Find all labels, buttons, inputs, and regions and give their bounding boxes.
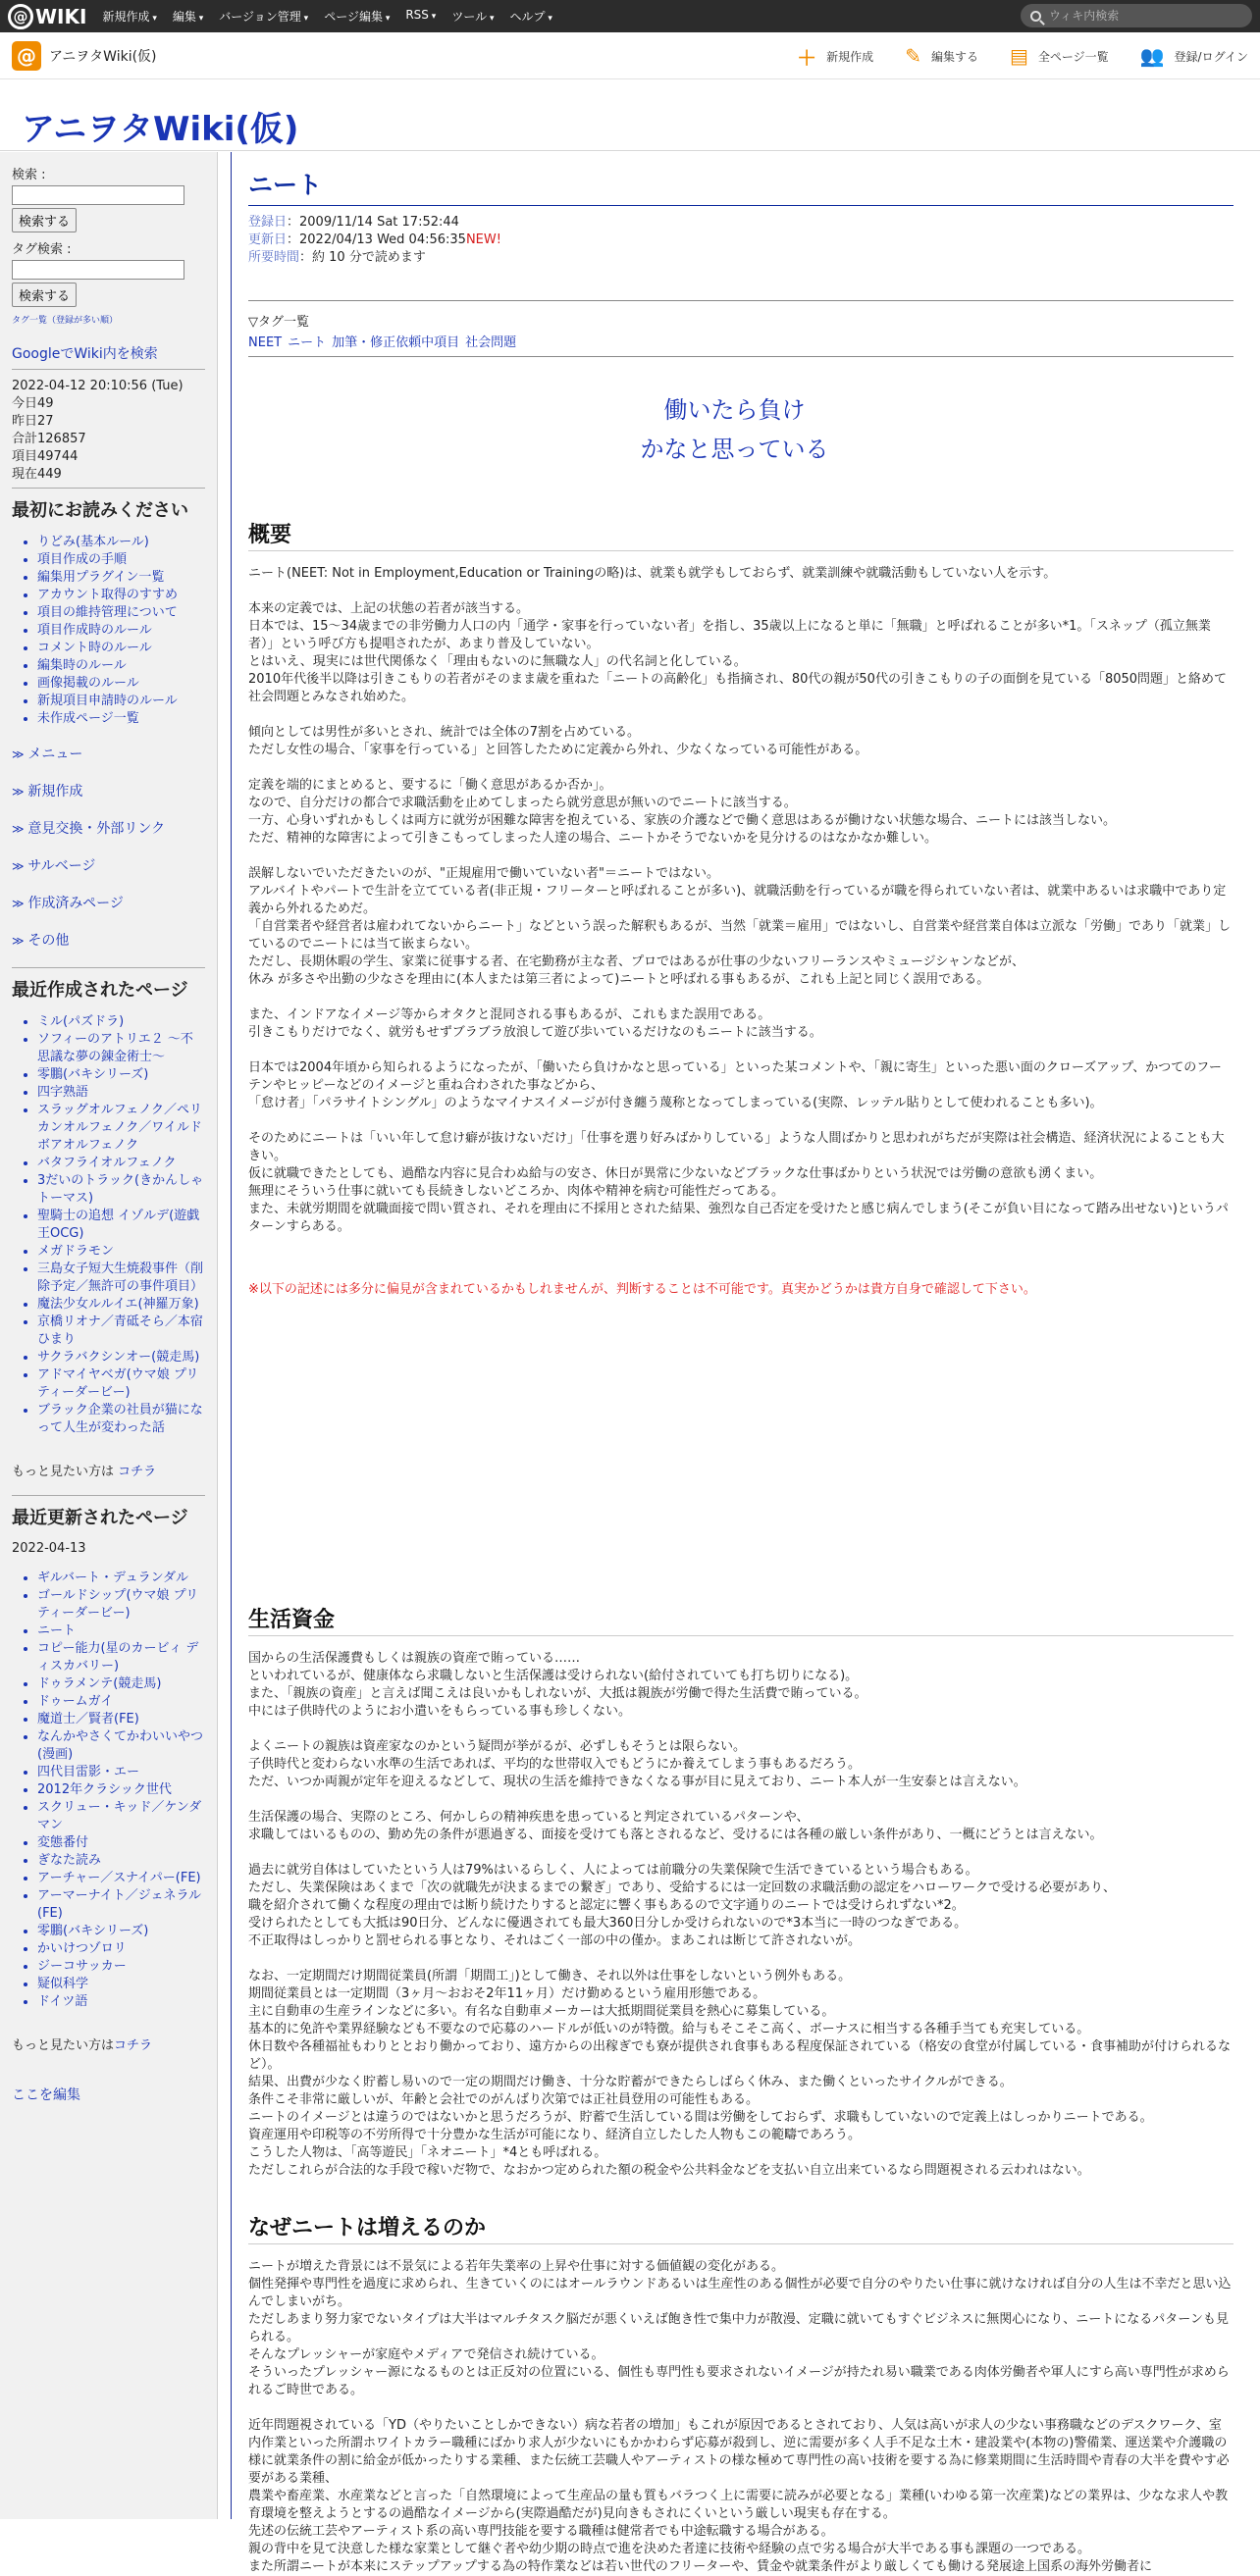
wiki-header <box>0 80 1260 151</box>
recent-updated-link[interactable]: • 疑似科学 <box>37 1976 205 1993</box>
recent-updated-link[interactable]: • ドゥラメンテ(競走馬) <box>37 1675 205 1693</box>
page-title: ニート <box>248 166 1234 206</box>
first-read-link[interactable]: • 項目作成の手順 <box>37 551 205 569</box>
recent-created-link[interactable]: • メガドラモン <box>37 1243 205 1261</box>
paragraph: 期間従業員とは一定期間（3ヶ月～おおそ2年11ヶ月）だけ勤めるという雇用形態である。 <box>248 1986 766 2001</box>
recent-created-link[interactable]: • 零鵬(バキシリーズ) <box>37 1066 205 1084</box>
first-read-link[interactable]: • 項目の維持管理について <box>37 604 205 622</box>
recent-created-link[interactable]: • バタフライオルフェノク <box>37 1155 205 1172</box>
recent-created-link[interactable]: • ミル(パズドラ) <box>37 1013 205 1031</box>
paragraph: 個性発揮や専門性を過度に求められ、生きていくのにはオールラウンドあるいは生産性のある個性が必要で自分のやりたい仕事に就けなければ自分の人生は不幸だと思い込んでしまいがち。 <box>248 2277 1232 2309</box>
paragraph: 農業や畜産業、水産業などと言った「自然環境によって生産品の量も質もバラつく上に需要に読みが必要となる」業種(いわゆる第一次産業)などの業界は、少なな求人や教育環境を整えようとするの過酷なイメージから(実際過酷だが)見向きもされにくいという厳しい現実も存在する。 <box>248 2489 1229 2521</box>
first-read-link[interactable]: • 編集用プラグイン一覧 <box>37 569 205 587</box>
paragraph: また、インドアなイメージ等からオタクと混同される事もあるが、これもまた誤用である。 <box>248 1007 771 1022</box>
paragraph: 仮に就職できたとしても、過酷な内容に見合わぬ給与の安さ、休日が異常に少ないなどブラックな仕事ばかりという状況では労働の意欲も湧くまい。 <box>248 1166 1103 1181</box>
paragraph: 傾向としては男性が多いとされ、統計では全体の7割を占めている。 <box>248 725 641 740</box>
access-counter <box>12 395 205 484</box>
recent-created-link[interactable]: • 魔法少女ルルイエ(神羅万象) <box>37 1296 205 1314</box>
paragraph-gap <box>248 1950 1221 1968</box>
section-why-body <box>248 2258 1232 2576</box>
divider <box>12 369 205 370</box>
paragraph-gap <box>248 1791 1221 1809</box>
paragraph: 無理にそういう仕事に就いても長続きしないどころか、肉体や精神を病む可能性だってある。 <box>248 1184 785 1199</box>
site-name-link[interactable]: アニヲタWiki(仮) <box>49 48 157 65</box>
edit-sidebar-link[interactable]: ここを編集 <box>12 2087 80 2103</box>
recent-updated-link[interactable]: • ジーコサッカー <box>37 1958 205 1976</box>
paragraph: 条件こそ非常に厳しいが、年齢と会社でのがんばり次第では正社員登用の可能性もある。 <box>248 2092 760 2107</box>
new-page-button[interactable]: ＋ 新規作成 <box>797 42 873 71</box>
recent-created-link[interactable]: • アドマイヤベガ(ウマ娘 プリティーダービー) <box>37 1366 205 1402</box>
paragraph: 受けられたとしても大抵は90日分、どんなに優遇されても最大360日分しか受けられないので*3本当に一時のつなぎである。 <box>248 1916 968 1931</box>
recent-created-heading: 最近作成されたページ <box>12 980 188 1001</box>
pencil-icon: ✎ <box>905 44 921 68</box>
fold-toggle[interactable]: ≫ 意見交換・外部リンク <box>12 818 205 838</box>
paragraph: そういったプレッシャー源になるものとは正反対の位置にいる、個性も専門性も要求されないイメージが持たれ易い職業である肉体労働者や軍人にすら高い専門性が求められるご時世である。 <box>248 2365 1230 2397</box>
page-meta <box>248 214 1221 267</box>
section-overview-heading: 概要 <box>248 518 1234 551</box>
first-read-link[interactable]: • 新規項目申請時のルール <box>37 693 205 710</box>
paragraph-gap <box>248 2399 1221 2417</box>
recent-updated-link[interactable]: • ドゥームガイ <box>37 1693 205 1711</box>
recent-updated-date: 2022-04-13 <box>12 1541 86 1556</box>
recent-updated-link[interactable]: • アーマーナイト／ジェネラル(FE) <box>37 1887 205 1923</box>
atwiki-logo[interactable] <box>8 4 86 29</box>
paragraph-gap <box>248 1112 1221 1130</box>
paragraph-gap <box>248 848 1221 865</box>
paragraph: 日本では、15〜34歳までの非労働力人口の内「通学・家事を行っていない者」を指し、35歳以上になると単に「無職」と呼ばれることが多い*1。「スネップ（孤立無業者）」という呼び方も提唱されたが、あまり普及していない。 <box>248 619 1211 651</box>
recent-updated-link[interactable]: • ドイツ語 <box>37 1993 205 2011</box>
paragraph: 2010年代後半以降は引きこもりの若者がそのまま歳を重ねた「ニートの高齢化」も指摘され、80代の親が50代の引きこもりの子の面倒を見ている「8050問題」と絡めて社会問題とみなされ始めた。 <box>248 672 1228 704</box>
tag-link[interactable]: ニート <box>288 335 327 350</box>
paragraph: 日本では2004年頃から知られるようになったが、「働いたら負けかなと思っている」といった某コメントや、「親に寄生」といった悪い面のクローズアップ、かつてのフーテンやヒッピーなどのイメージと重ね合わされた事などから、 <box>248 1060 1222 1093</box>
recent-updated-link[interactable]: • 魔道士／賢者(FE) <box>37 1711 205 1728</box>
paragraph: 定義を端的にまとめると、要するに「働く意思があるか否か」。 <box>248 778 612 793</box>
catchphrase: 働いたら負け かなと思っている <box>640 396 829 463</box>
paragraph-gap <box>248 706 1221 724</box>
paragraph: ただし女性の場合、「家事を行っている」と回答したために定義から外れ、少なくなっている可能性がある。 <box>248 743 868 757</box>
recent-created-link[interactable]: • 京橋リオナ／青砥そら／本宿ひまり <box>37 1314 205 1349</box>
counter-item: 項目49744 <box>12 449 79 464</box>
search-icon <box>1030 11 1041 22</box>
paragraph: なので、自分だけの都合で求職活動を止めてしまったら就労意思が無いのでニートに該当する。 <box>248 796 797 810</box>
top-menu-item[interactable]: ツール ▾ <box>451 8 494 25</box>
counter-item: 現在449 <box>12 467 62 482</box>
paragraph: ニートのイメージとは違うのではないかと思うだろうが、貯蓄で生活している間は労働をしておらず、求職もしていないので定義上はしっかりニートである。 <box>248 2110 1153 2125</box>
paragraph: 「怠け者」「パラサイトシングル」のようなマイナスイメージが付き纏う蔑称となってしまっている(実際、レッテル貼りとして使われることも多い)。 <box>248 1096 1103 1110</box>
top-navigation-bar <box>0 0 1260 32</box>
recent-created-link[interactable]: • スラッグオルフェノク／ペリカンオルフェノク／ワイルドボアオルフェノク <box>37 1102 205 1155</box>
user-plus-icon: 👥 <box>1139 44 1165 68</box>
counter-item: 今日49 <box>12 396 54 411</box>
read-time: 所要時間：約 10 分で読めます <box>248 250 426 265</box>
recent-updated-link[interactable]: • アーチャー／スナイパー(FE) <box>37 1870 205 1887</box>
tag-link[interactable]: 加筆・修正依頼中項目 <box>332 335 460 350</box>
plus-icon: ＋ <box>797 45 817 70</box>
top-menu <box>102 8 567 25</box>
paragraph: また、未就労期間を就職面接で問い質され、それを理由に不採用とされた結果、強烈な自己否定を受けたと感じ病んでしまう(そこが負い目になって踏み出せない)というパターンすらある。 <box>248 1202 1229 1234</box>
new-badge: NEW! <box>465 232 501 247</box>
paragraph: 結果、出費が少なく貯蓄し易いので一定の期間だけ働き、十分な貯蓄ができたらしばらく休み、また働くといったサイクルができる。 <box>248 2075 1013 2089</box>
paragraph: ただし、失業保険はあくまで「次の就職先が決まるまでの繋ぎ」であり、受給するには一定回数の求職活動の認定をハローワークで受ける必要があり、 <box>248 1880 1117 1895</box>
recent-updated-link[interactable]: • スクリュー・キッド／ケンダマン <box>37 1799 205 1834</box>
paragraph: 求職してはいるものの、勤め先の条件が悪過ぎる、面接を受けても落とされるなど、受けるには各種の厳しい条件があり、一概にどうとは言えない。 <box>248 1828 1103 1842</box>
divider <box>12 488 205 489</box>
more-created-link[interactable]: コチラ <box>118 1465 157 1479</box>
top-menu-item[interactable]: RSS ▾ <box>405 8 436 25</box>
fold-toggle[interactable]: ≫ サルベージ <box>12 855 205 875</box>
recent-updated-link[interactable]: • なんかやさくてかわいいやつ(漫画) <box>37 1728 205 1764</box>
recent-created-link[interactable]: • ブラック企業の社員が猫になって人生が変わった話 <box>37 1402 205 1437</box>
paragraph: そのためにニートは「いい年して怠け癖が抜けないだけ」「仕事を選り好みばかりしている」ような人間ばかりと思われがちだが実際は社会構造、経済状況によることも大きい。 <box>248 1131 1225 1163</box>
fold-links <box>12 744 205 950</box>
paragraph: 主に自動車の生産ラインなどに多い。有名な自動車メーカーは大抵期間従業員を熱心に募集している。 <box>248 2004 835 2019</box>
top-menu-item[interactable]: 編集 ▾ <box>173 8 203 25</box>
tag-search-button[interactable]: 検索する <box>12 283 77 307</box>
section-living-body <box>248 1650 1232 2180</box>
counter-item: 合計126857 <box>12 432 86 446</box>
paragraph-gap <box>248 759 1221 777</box>
first-read-link[interactable]: • コメント時のルール <box>37 640 205 657</box>
tag-search-label: タグ検索 : <box>12 242 72 257</box>
fold-toggle[interactable]: ≫ メニュー <box>12 744 205 763</box>
paragraph: アルバイトやパートで生計を立てている者(非正規・フリーターと呼ばれることが多い)、就職活動を行っているが職を得られていない者は、就業中あるいは求職中であり定義から外れるためだ。 <box>248 884 1227 916</box>
site-actions <box>765 32 1248 79</box>
paragraph: 基本的に免許や業界経験なども不要なので応募のハードルが低いのが特徴。給与もそこそこ高く、ボーナスに相当する各種手当ても充実している。 <box>248 2022 1090 2036</box>
first-read-list <box>37 534 205 728</box>
paragraph-gap <box>248 1042 1221 1059</box>
recent-updated-link[interactable]: • かいけつゾロリ <box>37 1940 205 1958</box>
logo-text: WIKI <box>35 4 87 28</box>
paragraph: 先述の伝統工芸やアーティスト系の高い専門技能を要する職種は健常者でも中途転職する場合がある。 <box>248 2524 834 2539</box>
recent-updated-list <box>37 1570 205 2011</box>
paragraph: 引きこもりだけでなく、就労もせずブラブラ放浪して遊び歩いているだけなのもニートに該当する。 <box>248 1025 822 1040</box>
paragraph: 誤解しないでいただきたいのが、"正規雇用で働いていない者"＝ニートではない。 <box>248 866 719 881</box>
paragraph-gap <box>248 1721 1221 1738</box>
recent-updated-link[interactable]: • 零鵬(バキシリーズ) <box>37 1923 205 1940</box>
recent-updated-link[interactable]: • ギルバート・デュランダル <box>37 1570 205 1587</box>
more-created: もっと見たい方は コチラ <box>12 1465 157 1479</box>
recent-created-link[interactable]: • 三島女子短大生焼殺事件（削除予定／無許可の事件項目） <box>37 1261 205 1296</box>
site-logo-icon[interactable]: @ <box>12 41 41 71</box>
wiki-search-box <box>1021 4 1252 27</box>
recent-created-list <box>37 1013 205 1437</box>
google-search-link[interactable]: GoogleでWiki内を検索 <box>12 346 158 362</box>
paragraph: ただしあまり努力家でないタイプは大半はマルチタスク脳だが悪くいえば飽き性で集中力が散漫、定職に就いてもすぐビジネスに無関心になり、ニートになるパターンも見られる。 <box>248 2312 1230 2344</box>
paragraph: 「自営業者や経営者は雇われてないからニート」などという誤った解釈もあるが、当然「就業＝雇用」ではないし、自営業や経営業自体は立派な「労働」であり「就業」しているのでニートには当て嵌まらない。 <box>248 919 1232 952</box>
paragraph-gap <box>248 583 1221 600</box>
tag-link[interactable]: 社会問題 <box>465 335 517 350</box>
top-menu-item[interactable]: ページ編集 ▾ <box>324 8 390 25</box>
paragraph: ただし、長期休暇の学生、家業に従事する者、在宅勤務が主な者、プロではあるが仕事の少ないフリーランスやミュージシャンなどが、 <box>248 954 1024 969</box>
recent-updated-link[interactable]: • 2012年クラシック世代 <box>37 1781 205 1799</box>
first-read-heading: 最初にお読みください <box>12 500 188 521</box>
paragraph: なお、一定期間だけ期間従業員(所謂「期間工」)として働き、それ以外は仕事をしないという例外もある。 <box>248 1969 852 1984</box>
top-menu-item[interactable]: 新規作成 ▾ <box>102 8 156 25</box>
recent-updated-link[interactable]: • コピー能力(星のカービィ ディスカバリー) <box>37 1640 205 1675</box>
recent-updated-link[interactable]: • ニート <box>37 1623 205 1640</box>
paragraph: 休日数や各種福祉もわりととおり働かっており、遠方からの出稼ぎでも寮が提供され食事もある程度保証されている（格安の食堂が付属している・食事補助が付けられるなど）。 <box>248 2039 1232 2072</box>
search-label: 検索 : <box>12 168 46 182</box>
recent-created-link[interactable]: • 聖騎士の追想 イゾルデ(遊戯王OCG) <box>37 1208 205 1243</box>
registered-date: 登録日：2009/11/14 Sat 17:52:44 <box>248 215 459 230</box>
paragraph: 近年問題視されている「YD（やりたいことしかできない）病な若者の増加」もこれが原因であるとされており、人気は高いが求人の少ない事務職などのデスクワーク、室内作業といった所謂ホワイトカラー職種にばかり求人が少ないにもかかわらず応募が殺到し、逆に需要が多く人手不足な土木・建設業や(本物の)警備業、運送業や介護職の様に就業条件の割に給金が低かったりする業種、また伝統工芸職人やアーティストの様な極めて専門性の高い技術を要する為に修業期間に生活時間や青春の大半を費やす必要がある業種、 <box>248 2418 1230 2486</box>
sidebar-search-button[interactable]: 検索する <box>12 208 77 232</box>
paragraph: 親の背中を見て決意した様な家業として継ぐ者や幼少期の時点で進を決めた者達に技術や経験の点で劣る場合が大半である事も課題の一つである。 <box>248 2542 1091 2556</box>
top-menu-item[interactable]: バージョン管理 ▾ <box>219 8 308 25</box>
paragraph: こうした人物は、「高等遊民」「ネオニート」*4とも呼ばれる。 <box>248 2145 607 2160</box>
first-read-link[interactable]: • 未作成ページ一覧 <box>37 710 205 728</box>
paragraph: 子供時代と変わらない水準の生活であれば、平均的な世帯収入でもどうにか養えてしまう事もあるだろう。 <box>248 1757 862 1772</box>
document-icon: ▤ <box>1009 44 1028 68</box>
paragraph: 国からの生活保護費もしくは親族の資産で賄っている…… <box>248 1651 581 1666</box>
counter-item: 昨日27 <box>12 414 54 429</box>
recent-created-link[interactable]: • 四字熟語 <box>37 1084 205 1102</box>
paragraph: また、「親族の資産」と言えば聞こえは良いかもしれないが、大抵は親族が労働で得た生活費で賄っている。 <box>248 1686 867 1701</box>
recent-updated-link[interactable]: • 変態番付 <box>37 1834 205 1852</box>
site-bar <box>0 32 1260 79</box>
divider <box>248 356 1234 357</box>
paragraph: 本来の定義では、上記の状態の若者が該当する。 <box>248 601 530 616</box>
tag-search-input[interactable] <box>12 260 184 280</box>
paragraph-gap <box>248 1844 1221 1862</box>
first-read-link[interactable]: • 画像掲載のルール <box>37 675 205 693</box>
paragraph: 不正取得はしっかりと罰せられる事となり、それはごく一部の中の僅か。まあこれは断じて許されないが。 <box>248 1933 862 1948</box>
recent-updated-link[interactable]: • 四代目雷影・エー <box>37 1764 205 1781</box>
paragraph: 休み が多さや出勤の少なさを理由に(本人または第三者によって)ニートと呼ばれる事もあるが、これも上記と同じく誤用である。 <box>248 972 990 987</box>
paragraph: 資産運用や印税等の不労所得で十分豊かな生活が可能になり、経済自立したした人物もこの範疇であろう。 <box>248 2128 862 2142</box>
divider <box>12 1495 205 1496</box>
all-pages-button[interactable]: ▤ 全ページ一覧 <box>1009 44 1109 68</box>
paragraph: ただ、精神的な障害によって引きこもってしまった人達の場合、ニートかそうでないかを見分けるのはなかなか難しい。 <box>248 831 938 846</box>
tag-list <box>248 332 1221 350</box>
section-overview-body <box>248 565 1232 1236</box>
tags-heading[interactable]: ▽タグ一覧 <box>248 315 309 330</box>
wiki-title-link[interactable]: アニヲタWiki(仮) <box>22 110 299 149</box>
recent-created-link[interactable]: • 3だいのトラック(きかんしゃトーマス) <box>37 1172 205 1208</box>
tag-link[interactable]: NEET <box>248 335 283 350</box>
divider <box>248 300 1234 301</box>
paragraph-gap <box>248 989 1221 1006</box>
main-content <box>231 152 1237 2574</box>
divider <box>12 967 205 968</box>
first-read-link[interactable]: • りどみ(基本ルール) <box>37 534 205 551</box>
paragraph: 過去に就労自体はしていたという人は79%はいるらしく、人によっては前職分の失業保険で生活できているという場合もある。 <box>248 1863 978 1878</box>
top-menu-item[interactable]: ヘルプ ▾ <box>509 8 551 25</box>
fold-toggle[interactable]: ≫ 作成済みページ <box>12 893 205 912</box>
left-sidebar <box>0 152 218 2519</box>
paragraph: また所謂ニートが本来にステップアップする為の特作業などは若い世代のフリーターや、賃金や就業条件がより厳しくても働ける発展途上国系の海外労働者に <box>248 2559 1153 2574</box>
fold-toggle[interactable]: ≫ その他 <box>12 930 205 950</box>
recent-updated-link[interactable]: • ゴールドシップ(ウマ娘 プリティーダービー) <box>37 1587 205 1623</box>
paragraph: 生活保護の場合、実際のところ、何かしらの精神疾患を患っていると判定されているパターンや、 <box>248 1810 810 1825</box>
section-why-heading: なぜニートは増えるのか <box>248 2211 1234 2244</box>
paragraph: 中には子供時代のようにお小遣いをもらっている事も珍しくない。 <box>248 1704 632 1719</box>
warning-note: ※以下の記述には多分に偏見が含まれているかもしれませんが、判断することは不可能です。真実かどうかは貴方自身で確認して下さい。 <box>248 1282 1036 1297</box>
datetime: 2022-04-12 20:10:56 (Tue) <box>12 379 184 393</box>
more-updated: もっと見たい方はコチラ <box>12 2038 153 2053</box>
paragraph: そんなプレッシャーが家庭やメディアで発信され続けている。 <box>248 2347 604 2362</box>
at-icon: @ <box>8 4 33 29</box>
wiki-search-input[interactable] <box>1049 9 1235 23</box>
first-read-link[interactable]: • 編集時のルール <box>37 657 205 675</box>
sidebar-search-input[interactable] <box>12 185 184 205</box>
fold-toggle[interactable]: ≫ 新規作成 <box>12 781 205 800</box>
paragraph: ただしこれらが合法的な手段で稼いだ物で、なおかつ定められた額の税金や公共料金などを支払い自立出来ているなら問題視される云われはない。 <box>248 2163 1090 2178</box>
paragraph: ニートが増えた背景には不景気による若年失業率の上昇や仕事に対する価値観の変化がある。 <box>248 2259 785 2274</box>
paragraph: といわれているが、健康体なら求職しないと生活保護は受けられない(給付されていても打ち切りになる)。 <box>248 1669 859 1683</box>
section-living-heading: 生活資金 <box>248 1603 1234 1636</box>
login-button[interactable]: 👥 登録/ログイン <box>1139 44 1248 68</box>
tag-list-link[interactable]: タグ一覧（登録が多い順） <box>12 316 119 326</box>
paragraph: よくニートの親族は資産家なのかという疑問が挙がるが、必ずしもそうとは限らない。 <box>248 1739 747 1754</box>
paragraph: ニート(NEET: Not in Employment,Education or Trainingの略)は、就業も就学もしておらず、就業訓練や就職活動もしていない人を示す。 <box>248 566 1057 581</box>
more-updated-link[interactable]: コチラ <box>114 2038 153 2053</box>
recent-updated-link[interactable]: • ぎなた読み <box>37 1852 205 1870</box>
paragraph: ただ、いつか両親が定年を迎えるなどして、現状の生活を維持できなくなる事が目に見えており、ニート本人が一生安泰とは言えない。 <box>248 1775 1026 1789</box>
first-read-link[interactable]: • 項目作成時のルール <box>37 622 205 640</box>
updated-date: 更新日：2022/04/13 Wed 04:56:35NEW! <box>248 232 501 247</box>
edit-page-button[interactable]: ✎ 編集する <box>905 44 978 68</box>
first-read-link[interactable]: • アカウント取得のすすめ <box>37 587 205 604</box>
paragraph: とはいえ、現実には世代関係なく「理由もないのに無職な人」の代名詞と化している。 <box>248 654 747 669</box>
recent-created-link[interactable]: • ソフィーのアトリエ２ ～不思議な夢の錬金術士～ <box>37 1031 205 1066</box>
recent-created-link[interactable]: • サクラバクシンオー(競走馬) <box>37 1349 205 1366</box>
paragraph: 職を紹介されて働くな程度の理由では断り続けたりすると認定に響く事もあるので文字通りのニートでは受けられずない*2。 <box>248 1898 965 1913</box>
paragraph: 一方、心身いずれかもしくは両方に就労が困難な障害を抱えている、家族の介護などで働く意思はあるが働けない状態な場合、ニートには該当しない。 <box>248 813 1117 828</box>
recent-updated-heading: 最近更新されたページ <box>12 1508 188 1528</box>
